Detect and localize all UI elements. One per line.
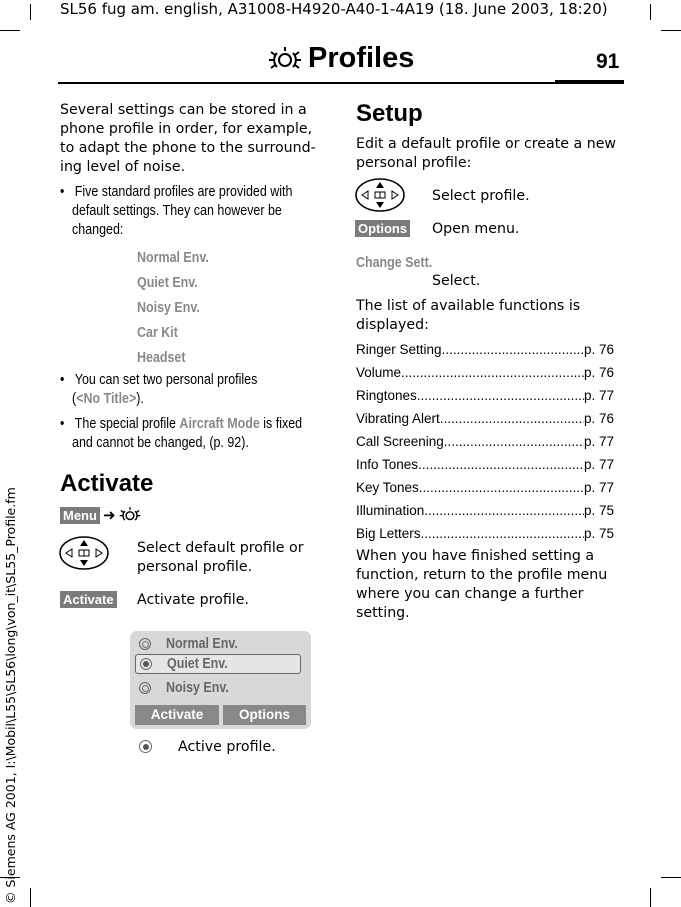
running-head: SL56 fug am. english, A31008-H4920-A40-1-4A19 (18. June 2003, 18:20) — [60, 0, 608, 18]
outro-paragraph: When you have finished setting a function, return to the profile menu where you can change a further setting. — [356, 548, 608, 621]
page-title-text: Profiles — [308, 42, 415, 74]
list-item: Ringer Setting ..... p. 76 — [356, 342, 614, 365]
change-settings-label: Change Sett. — [356, 255, 433, 271]
radio-icon — [139, 682, 151, 694]
profiles-icon — [268, 45, 302, 73]
menu-key: Menu — [60, 507, 100, 524]
list-item: Normal Env. — [137, 250, 209, 266]
list-item: Big Letters ..... p. 75 — [356, 526, 614, 549]
step-select-profile-setup: Select profile. — [432, 188, 530, 204]
softkey-activate: Activate — [135, 705, 219, 725]
phone-screen — [130, 631, 311, 729]
step-open-menu: Open menu. — [432, 221, 520, 237]
list-item: Car Kit — [137, 325, 178, 341]
list-item: Call Screening ..... p. 77 — [356, 434, 614, 457]
setup-intro: Edit a default profile or create a new personal profile: — [356, 136, 617, 171]
crop-mark — [650, 4, 651, 20]
bullet-personal-profiles: • You can set two personal profiles (<No Title>). — [60, 372, 258, 407]
activate-heading: Activate — [60, 470, 154, 497]
crop-mark — [661, 877, 681, 878]
list-item: Noisy Env. — [139, 680, 239, 696]
intro-paragraph: Several settings can be stored in a phone profile in order, for example, to adapt the phone to the surround- ing level of noise. — [60, 102, 316, 175]
navigation-key-icon — [58, 535, 110, 571]
list-item: Info Tones ..... p. 77 — [356, 457, 614, 480]
crop-mark — [650, 888, 651, 907]
setup-heading: Setup — [356, 100, 423, 127]
page-title — [268, 42, 414, 75]
header-rule — [58, 82, 624, 84]
sidebar-path: © Siemens AG 2001, I:\Mobil\L55\SL56\long\von_it\SL55_Profile.fm — [3, 487, 18, 904]
step-activate-profile: Activate profile. — [137, 592, 249, 608]
crop-mark — [30, 4, 31, 20]
profiles-icon — [119, 506, 141, 524]
profile-list — [137, 246, 209, 371]
menu-path — [60, 506, 141, 524]
activate-key: Activate — [60, 591, 117, 608]
radio-icon — [139, 638, 151, 650]
crop-mark — [0, 30, 20, 31]
options-key: Options — [355, 220, 410, 237]
list-item: Quiet Env. — [137, 275, 198, 291]
bullet-standard-profiles: • Five standard profiles are provided with default settings. They can however be changed: — [60, 184, 293, 238]
list-item: Noisy Env. — [137, 300, 200, 316]
navigation-key-icon — [354, 177, 406, 213]
step-select: Select. — [432, 273, 481, 289]
crop-mark — [30, 888, 31, 907]
list-item: Vibrating Alert ..... p. 76 — [356, 411, 614, 434]
list-item: Headset — [137, 350, 186, 366]
radio-active-icon — [140, 658, 152, 670]
list-item: Normal Env. — [139, 636, 250, 652]
softkey-options: Options — [223, 705, 306, 725]
list-item: Ringtones ..... p. 77 — [356, 388, 614, 411]
header-rule-tab — [555, 80, 624, 84]
radio-active-icon — [139, 740, 152, 753]
page-number: 91 — [596, 50, 620, 73]
list-item: Volume ..... p. 76 — [356, 365, 614, 388]
arrow-icon: ➜ — [102, 506, 116, 524]
function-list — [356, 342, 616, 549]
crop-mark — [661, 30, 681, 31]
bullet-aircraft-mode: • The special profile Aircraft Mode is fixed and cannot be changed, (p. 92). — [60, 416, 303, 451]
step-select-profile: Select default profile or personal profile. — [137, 540, 304, 575]
legend-active-profile: Active profile. — [178, 739, 276, 755]
list-item: Quiet Env. — [135, 654, 301, 674]
list-item: Illumination ..... p. 75 — [356, 503, 614, 526]
list-item: Key Tones ..... p. 77 — [356, 480, 614, 503]
list-intro: The list of available functions is displayed: — [356, 298, 581, 333]
